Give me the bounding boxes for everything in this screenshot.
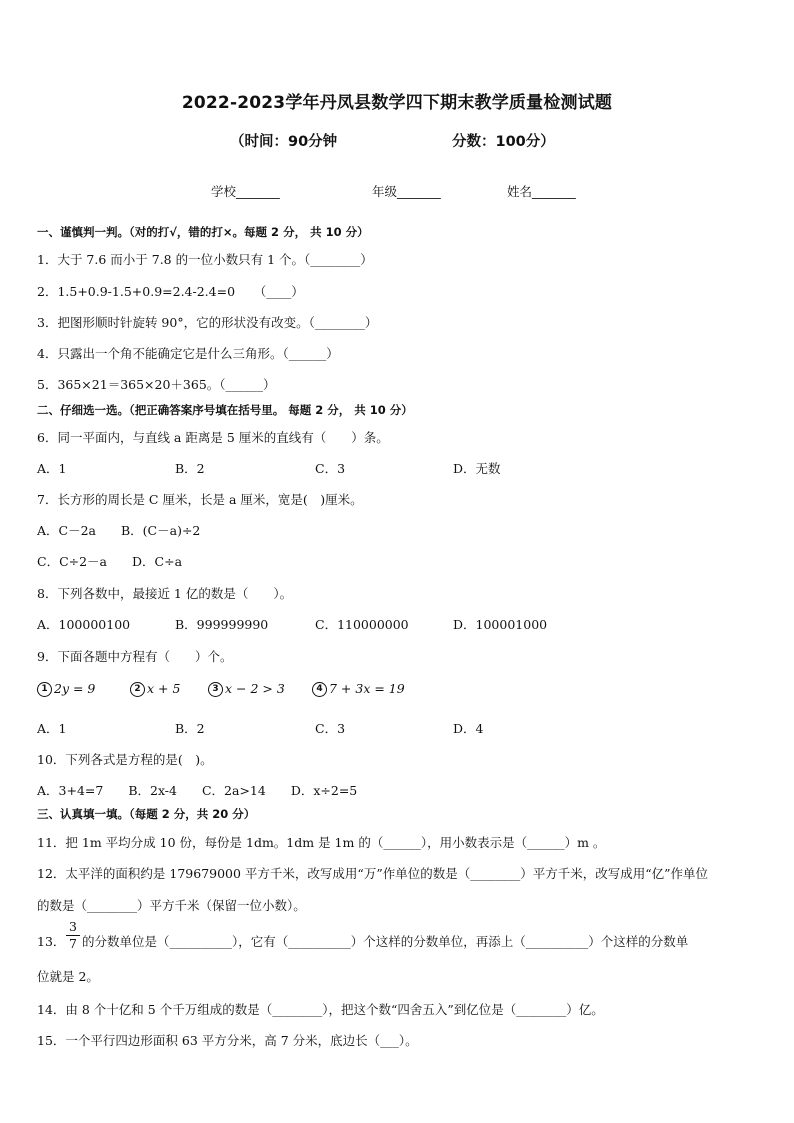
q7-options-line2: C．C÷2－a D．C÷a — [37, 554, 183, 569]
question-6: 6．同一平面内，与直线 a 距离是 5 厘米的直线有（ ）条。 — [37, 430, 389, 445]
school-field: 学校_______ — [211, 184, 280, 199]
fraction-three-sevenths — [66, 920, 80, 951]
section1-heading: 一、谨慎判一判。（对的打√，错的打×。每题 2 分， 共 10 分） — [37, 225, 369, 239]
question-12-line1: 12．太平洋的面积约是 179679000 平方千米，改写成用“万”作单位的数是（________）平方千米，改写成用“亿”作单位 — [37, 866, 708, 881]
section3-heading: 三、认真填一填。（每题 2 分，共 20 分） — [37, 807, 256, 821]
q9-option-c: C．3 — [315, 721, 346, 736]
question-15: 15．一个平行四边形面积 63 平方分米，高 7 分米，底边长（___）。 — [37, 1033, 418, 1048]
q9-option-d: D．4 — [453, 721, 484, 736]
q9-item-3 — [208, 681, 285, 697]
circled-number: 3 — [208, 682, 223, 697]
circled-number: 2 — [130, 682, 145, 697]
question-13-number: 13． — [37, 934, 66, 949]
question-10: 10．下列各式是方程的是( )。 — [37, 752, 213, 767]
exam-score: 分数：100分） — [452, 134, 555, 150]
q9-expression: x − 2 > 3 — [225, 681, 285, 696]
fraction-numerator: 3 — [69, 919, 77, 934]
question-8: 8．下列各数中，最接近 1 亿的数是（ ）。 — [37, 586, 293, 601]
q6-option-c: C．3 — [315, 461, 346, 476]
question-3: 3．把图形顺时针旋转 90°，它的形状没有改变。（________） — [37, 315, 378, 330]
question-4: 4．只露出一个角不能确定它是什么三角形。（______） — [37, 346, 339, 361]
exam-title: 2022-2023学年丹凤县数学四下期末教学质量检测试题 — [181, 93, 613, 113]
question-13-line1: 的分数单位是（__________），它有（__________）个这样的分数单位，再添上（__________）个这样的分数单 — [82, 934, 689, 949]
grade-field: 年级_______ — [372, 184, 441, 199]
q8-option-b: B．999999990 — [175, 617, 269, 632]
q9-item-4 — [312, 681, 405, 697]
question-11: 11．把 1m 平均分成 10 份，每份是 1dm。1dm 是 1m 的（______），用小数表示是（______）m 。 — [37, 835, 606, 850]
fraction-denominator: 7 — [69, 936, 77, 951]
q8-option-d: D．100001000 — [453, 617, 548, 632]
question-7: 7．长方形的周长是 C 厘米，长是 a 厘米，宽是( )厘米。 — [37, 492, 363, 507]
q9-item-1 — [37, 681, 95, 697]
exam-time: （时间：90分钟 — [230, 134, 338, 150]
q7-options-line1: A．C－2a B．(C－a)÷2 — [37, 523, 201, 538]
question-13-line2: 位就是 2。 — [37, 969, 99, 984]
q6-option-d: D．无数 — [453, 461, 501, 476]
circled-number: 4 — [312, 682, 327, 697]
q6-option-a: A．1 — [37, 461, 67, 476]
q8-option-a: A．100000100 — [37, 617, 131, 632]
q10-options: A．3+4=7 B．2x-4 C．2a>14 D．x÷2=5 — [37, 783, 358, 798]
q9-expression: 7 + 3x = 19 — [329, 681, 405, 696]
question-12-line2: 的数是（________）平方千米（保留一位小数）。 — [37, 898, 306, 913]
circled-number: 1 — [37, 682, 52, 697]
q8-option-c: C．110000000 — [315, 617, 409, 632]
q9-option-b: B．2 — [175, 721, 205, 736]
q9-expression: x + 5 — [147, 681, 181, 696]
question-2: 2．1.5+0.9-1.5+0.9=2.4-2.4=0 （____） — [37, 284, 304, 299]
question-14: 14．由 8 个十亿和 5 个千万组成的数是（________），把这个数“四舍五入”到亿位是（________）亿。 — [37, 1002, 604, 1017]
q9-expression: 2y = 9 — [54, 681, 96, 696]
section2-heading: 二、仔细选一选。（把正确答案序号填在括号里。 每题 2 分， 共 10 分） — [37, 403, 413, 417]
question-9: 9．下面各题中方程有（ ）个。 — [37, 649, 233, 664]
q6-option-b: B．2 — [175, 461, 205, 476]
q9-item-2 — [130, 681, 180, 697]
question-1: 1．大于 7.6 而小于 7.8 的一位小数只有 1 个。（________） — [37, 252, 373, 267]
q9-option-a: A．1 — [37, 721, 67, 736]
question-5: 5．365×21＝365×20＋365。（______） — [37, 377, 276, 392]
name-field: 姓名_______ — [507, 184, 576, 199]
